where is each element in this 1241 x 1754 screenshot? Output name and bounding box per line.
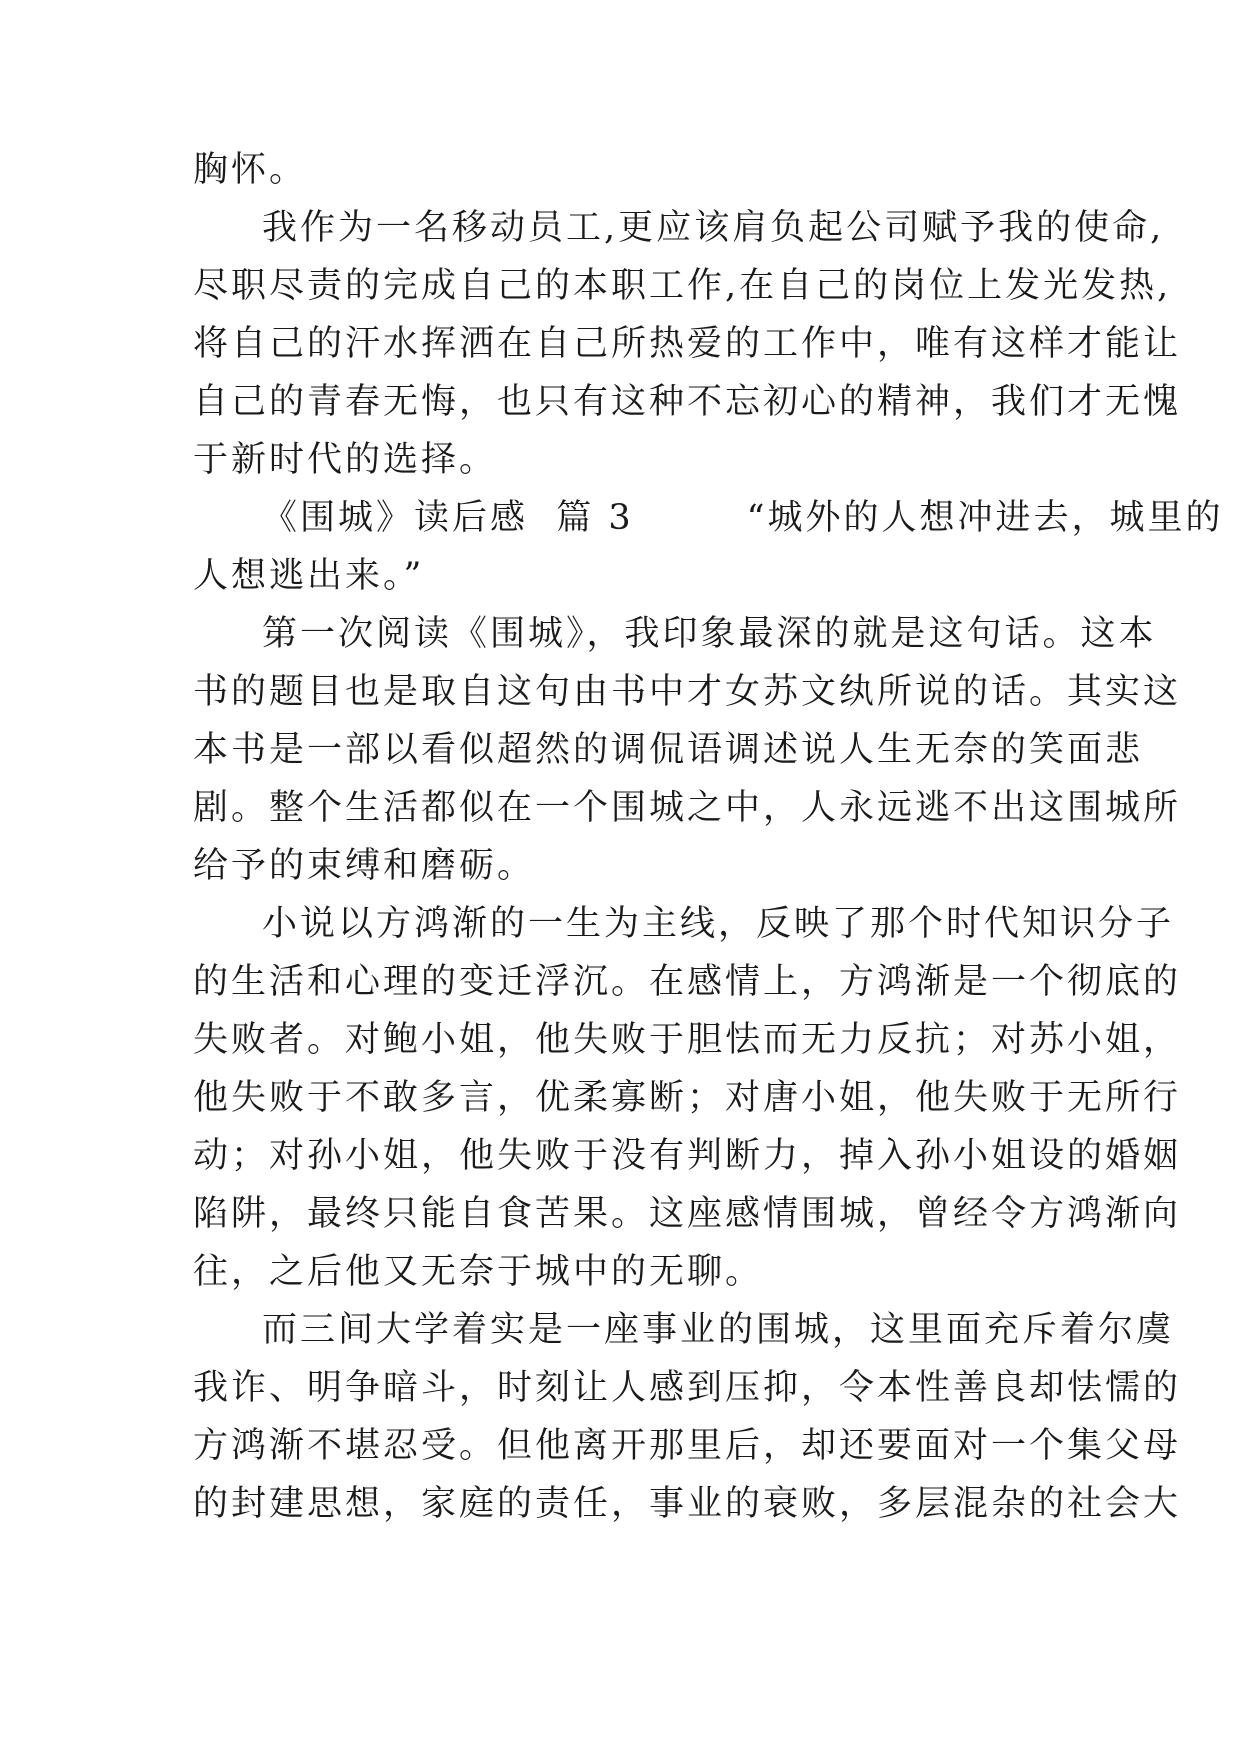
text-line: 失败者。对鲍小姐，他失败于胆怯而无力反抗；对苏小姐， [193,1020,1182,1060]
text-line: 自己的青春无悔，也只有这种不忘初心的精神，我们才无愧 [193,382,1182,422]
text-line: 胸怀。 [193,150,308,190]
paragraph-first-line: 我作为一名移动员工,更应该肩负起公司赋予我的使命, [262,208,1165,248]
text-line: 方鸿渐不堪忍受。但他离开那里后，却还要面对一个集父母 [193,1426,1182,1466]
text-line: 将自己的汗水挥洒在自己所热爱的工作中，唯有这样才能让 [193,324,1182,364]
text-line: 他失败于不敢多言，优柔寡断；对唐小姐，他失败于无所行 [193,1078,1182,1118]
text-line: 给予的束缚和磨砺。 [193,846,536,886]
text-line: 陷阱，最终只能自食苦果。这座感情围城，曾经令方鸿渐向 [193,1194,1182,1234]
paragraph-first-line: 第一次阅读《围城》，我印象最深的就是这句话。这本 [262,614,1157,654]
section-heading-line: 《围城》读后感 篇 3 “城外的人想冲进去，城里的 [262,498,1224,538]
text-line: 尽职尽责的完成自己的本职工作,在自己的岗位上发光发热, [193,266,1172,306]
text-line: 我诈、明争暗斗，时刻让人感到压抑，令本性善良却怯懦的 [193,1368,1182,1408]
text-line: 于新时代的选择。 [193,440,498,480]
paragraph-first-line: 小说以方鸿渐的一生为主线，反映了那个时代知识分子 [262,904,1175,944]
text-line: 剧。整个生活都似在一个围城之中，人永远逃不出这围城所 [193,788,1182,828]
text-line: 动；对孙小姐，他失败于没有判断力，掉入孙小姐设的婚姻 [193,1136,1182,1176]
text-line: 的封建思想，家庭的责任，事业的衰败，多层混杂的社会大 [193,1484,1182,1524]
text-line: 人想逃出来。” [193,556,425,596]
text-line: 本书是一部以看似超然的调侃语调述说人生无奈的笑面悲 [193,730,1144,770]
text-line: 的生活和心理的变迁浮沉。在感情上，方鸿渐是一个彻底的 [193,962,1182,1002]
text-line: 书的题目也是取自这句由书中才女苏文纨所说的话。其实这 [193,672,1182,712]
paragraph-first-line: 而三间大学着实是一座事业的围城，这里面充斥着尔虞 [262,1310,1175,1350]
text-line: 往，之后他又无奈于城中的无聊。 [193,1252,764,1292]
